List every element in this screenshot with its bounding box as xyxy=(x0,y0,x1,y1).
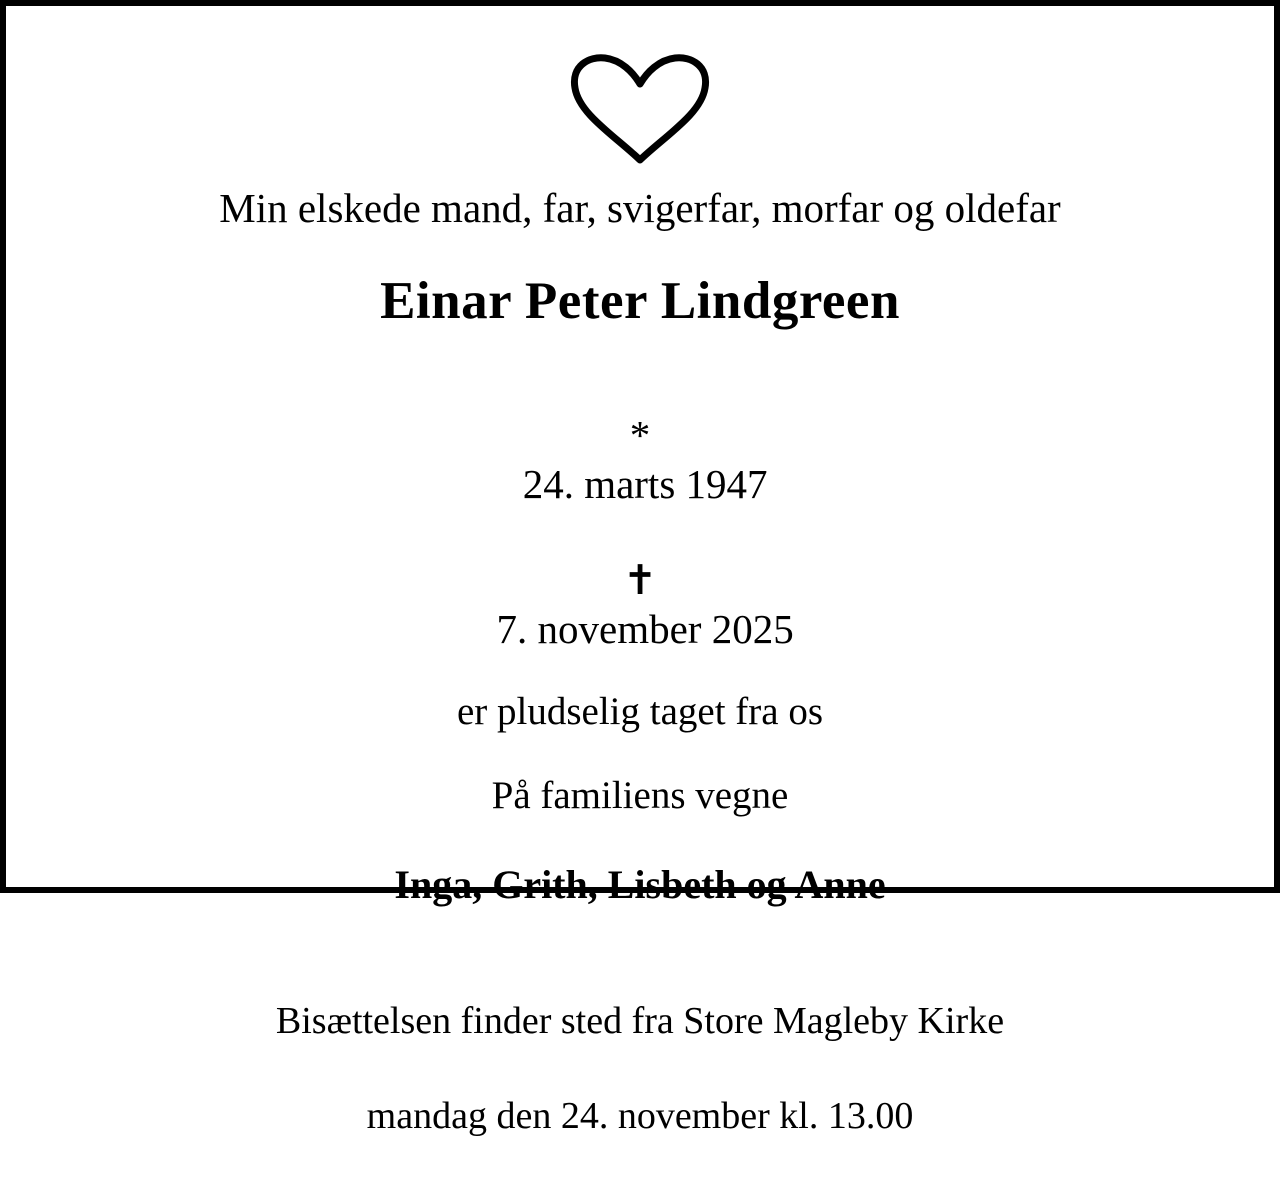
death-date: 7. november 2025 xyxy=(496,605,794,652)
funeral-line-2: mandag den 24. november kl. 13.00 xyxy=(366,1094,914,1137)
death-symbol: ✝ xyxy=(622,557,658,604)
life-dates xyxy=(486,363,793,653)
funeral-details xyxy=(276,950,1004,1188)
family-names: Inga, Grith, Lisbeth og Anne xyxy=(394,862,886,908)
passing-text: er pludselig taget fra os xyxy=(456,690,824,734)
birth-date: 24. marts 1947 xyxy=(522,460,768,507)
dedication-text: Min elskede mand, far, svigerfar, morfar og oldefar xyxy=(219,185,1061,231)
heart-icon xyxy=(560,52,720,164)
funeral-line-1: Bisættelsen finder sted fra Store Magleby Kirke xyxy=(275,999,1005,1042)
birth-symbol: * xyxy=(629,412,651,459)
behalf-text: På familiens vegne xyxy=(491,774,789,818)
deceased-name: Einar Peter Lindgreen xyxy=(380,272,900,331)
